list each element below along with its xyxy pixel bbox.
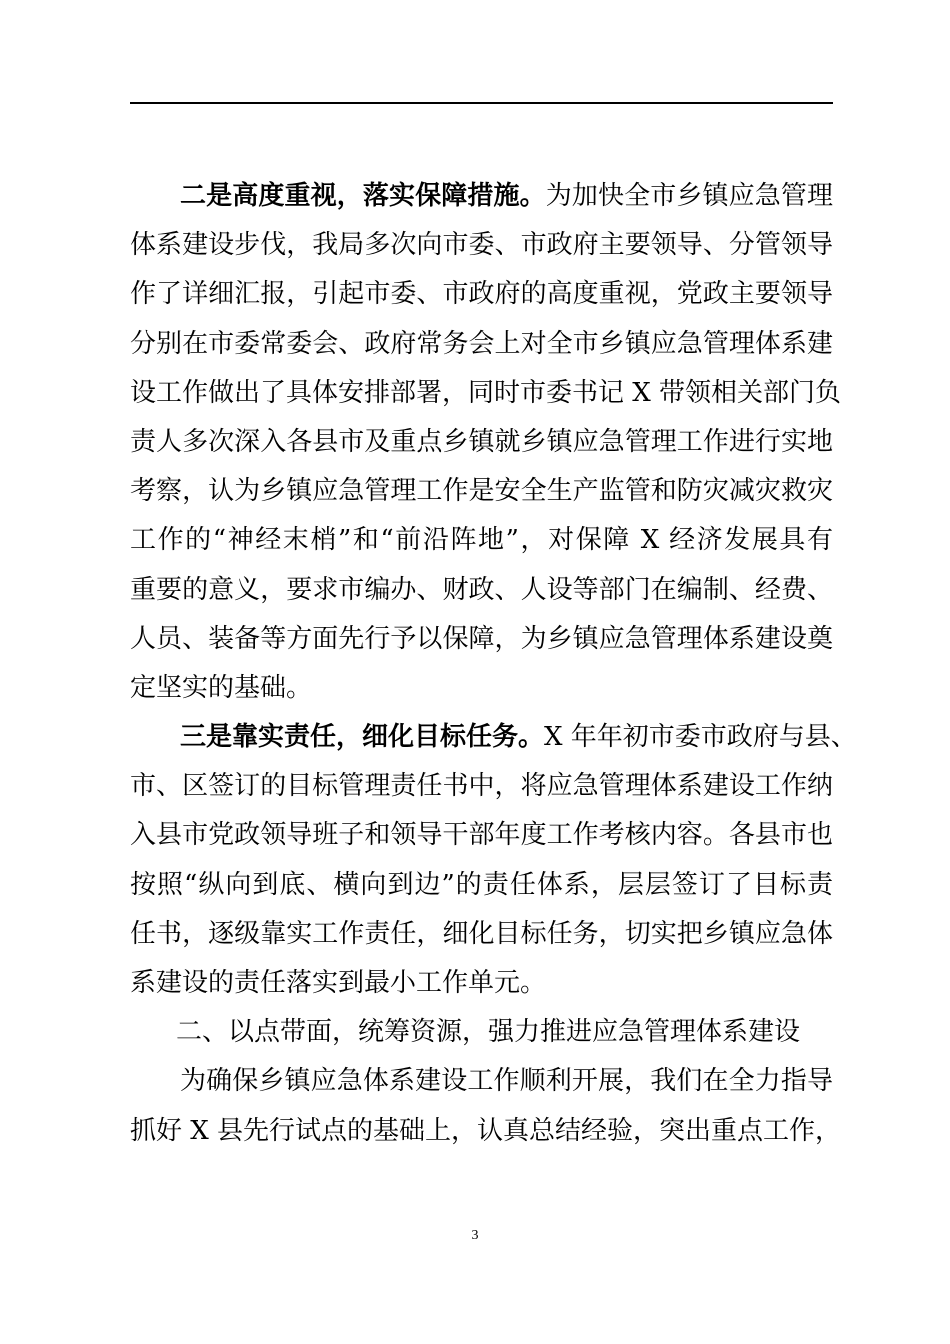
section-heading: 二、以点带面，统筹资源，强力推进应急管理体系建设	[176, 1017, 801, 1048]
paragraph-1-line: 工作的“神经末梢”和“前沿阵地”，对保障 X 经济发展具有	[130, 525, 833, 556]
paragraph-1-line: 作了详细汇报，引起市委、市政府的高度重视，党政主要领导	[130, 279, 833, 310]
paragraph-2-line: 按照“纵向到底、横向到边”的责任体系，层层签订了目标责	[130, 869, 833, 900]
paragraph-1-first-rest: 为加快全市乡镇应急管理	[545, 181, 833, 211]
paragraph-2-line: 入县市党政领导班子和领导干部年度工作考核内容。各县市也	[130, 820, 833, 851]
header-rule	[130, 102, 833, 104]
paragraph-1-line: 体系建设步伐，我局多次向市委、市政府主要领导、分管领导	[130, 230, 833, 261]
paragraph-1-line: 责人多次深入各县市及重点乡镇就乡镇应急管理工作进行实地	[130, 426, 833, 457]
paragraph-1-line-1	[130, 172, 833, 221]
paragraph-1-line: 定坚实的基础。	[130, 672, 313, 703]
paragraph-1-line: 考察，认为乡镇应急管理工作是安全生产监管和防灾减灾救灾	[130, 476, 833, 507]
paragraph-3-line-1: 为确保乡镇应急体系建设工作顺利开展，我们在全力指导	[180, 1066, 833, 1097]
document-body	[130, 172, 857, 1156]
paragraph-2-line: 市、区签订的目标管理责任书中，将应急管理体系建设工作纳	[130, 771, 833, 802]
paragraph-1-line: 重要的意义，要求市编办、财政、人设等部门在编制、经费、	[130, 574, 833, 605]
paragraph-2-line: 系建设的责任落实到最小工作单元。	[130, 968, 547, 998]
paragraph-1-line: 人员、装备等方面先行予以保障，为乡镇应急管理体系建设奠	[130, 623, 833, 654]
page-number: 3	[471, 1228, 479, 1243]
paragraph-2-first-rest: X 年年初市委市政府与县、	[544, 722, 857, 753]
paragraph-1-line: 分别在市委常委会、政府常务会上对全市乡镇应急管理体系建	[130, 328, 833, 359]
paragraph-2-line-1	[130, 713, 857, 762]
paragraph-2-line: 任书，逐级靠实工作责任，细化目标任务，切实把乡镇应急体	[130, 918, 833, 949]
paragraph-1-line: 设工作做出了具体安排部署，同时市委书记 X 带领相关部门负	[130, 377, 842, 408]
paragraph-2-lead: 三是靠实责任，细化目标任务。	[180, 722, 545, 753]
paragraph-1-lead: 二是高度重视，落实保障措施。	[180, 181, 546, 211]
paragraph-3-line: 抓好 X 县先行试点的基础上，认真总结经验，突出重点工作，	[130, 1115, 842, 1146]
